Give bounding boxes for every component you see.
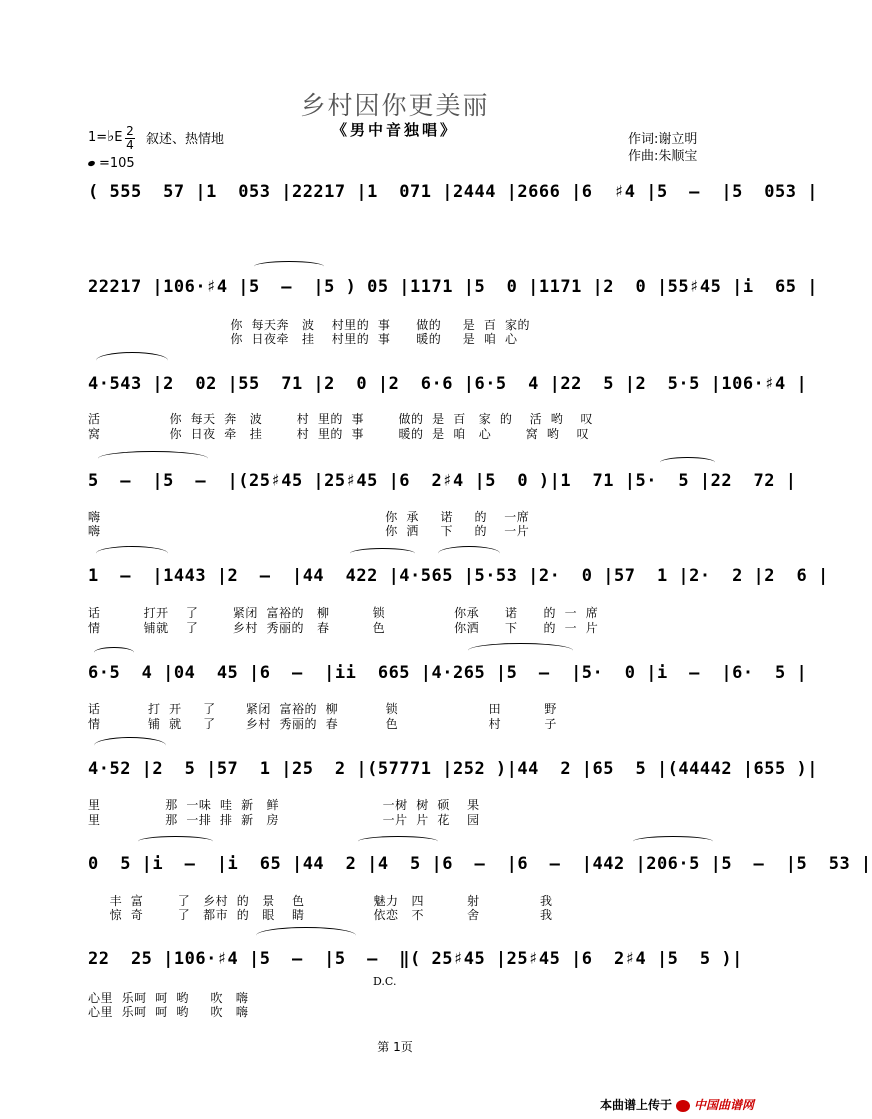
- score-row-3: [88, 366, 808, 402]
- upload-footer: [600, 1096, 754, 1113]
- lyric-verse-2: 你 日夜牵 挂 村里的 事 暖的 是 咱 心: [88, 332, 518, 346]
- lyric-verse-2: 窝 你 日夜 牵 挂 村 里的 事 暖的 是 咱 心 窝 哟 叹: [88, 427, 590, 441]
- lyric-verse-1: 话 打 开 了 紧闭 富裕的 柳 锁 田 野: [88, 702, 557, 716]
- tempo-value: =105: [99, 156, 135, 171]
- score-row-2: [88, 269, 818, 305]
- meter-bottom: 4: [126, 138, 134, 152]
- expression-mark: 叙述、热情地: [146, 132, 225, 147]
- lyric-verse-1: 话 打开 了 紧闭 富裕的 柳 锁 你承 诺 的 一 席: [88, 606, 599, 620]
- lyric-verse-1: 心里 乐呵 呵 哟 吹 嗨: [88, 991, 249, 1005]
- lyric-verse-1: 你 每天奔 波 村里的 事 做的 是 百 家的: [88, 318, 531, 332]
- notation-line: 1 — |1443 |2 — |44 422 |4·565 |5·53 |2· 0 |57 1 |2· 2 |2 6 |: [88, 566, 829, 586]
- meter-top: 2: [126, 124, 134, 138]
- notation-line: 22217 |106·♯4 |5 — |5 ) 05 |1171 |5 0 |1171 |2 0 |55♯45 |i 65 |: [88, 277, 818, 297]
- key-signature: [88, 127, 122, 145]
- lyric-verse-2: 情 铺 就 了 乡村 秀丽的 春 色 村 子: [88, 717, 557, 731]
- tempo-mark: [88, 156, 135, 171]
- page-number: 第 1页: [377, 1040, 413, 1054]
- site-logo-text: 中国曲谱网: [694, 1098, 755, 1112]
- score-row-5: [88, 558, 829, 594]
- lyricist-credit: 作词:谢立明: [628, 132, 698, 147]
- quarter-note-icon: [87, 160, 95, 167]
- lyric-verse-1: 丰 富 了 乡村 的 景 色 魅力 四 射 我: [88, 894, 553, 908]
- notation-line: 4·543 |2 02 |55 71 |2 0 |2 6·6 |6·5 4 |22 5 |2 5·5 |106·♯4 |: [88, 374, 808, 394]
- score-row-4: [88, 463, 797, 499]
- song-title: 乡村因你更美丽: [300, 91, 490, 120]
- lyric-verse-1: 活 你 每天 奔 波 村 里的 事 做的 是 百 家 的 活 哟 叹: [88, 412, 593, 426]
- key-letter: E: [114, 130, 123, 145]
- lyric-verse-1: 里 那 一味 哇 新 鲜 一树 树 硕 果: [88, 798, 480, 812]
- notation-line: 5 — |5 — |(25♯45 |25♯45 |6 2♯4 |5 0 )|1 71 |5· 5 |22 72 |: [88, 471, 797, 491]
- lyric-verse-2: 情 铺就 了 乡村 秀丽的 春 色 你洒 下 的 一 片: [88, 621, 599, 635]
- site-logo-icon: [676, 1100, 690, 1112]
- footer-text: 本曲谱上传于: [600, 1098, 673, 1112]
- da-capo-mark: D.C.: [373, 975, 397, 988]
- lyric-verse-2: 惊 奇 了 都市 的 眼 睛 依恋 不 舍 我: [88, 908, 553, 922]
- score-row-9: [88, 941, 743, 977]
- key-prefix: 1=: [88, 130, 108, 145]
- score-row-6: [88, 655, 808, 691]
- notation-line: ( 555 57 |1 053 |22217 |1 071 |2444 |2666 |6 ♯4 |5 — |5 053 |: [88, 182, 818, 202]
- score-row-7: [88, 751, 818, 787]
- score-row-8: [88, 846, 872, 882]
- lyric-verse-1: 嗨 你 承 诺 的 一席: [88, 510, 530, 524]
- time-signature: [125, 125, 135, 152]
- lyric-verse-2: 心里 乐呵 呵 哟 吹 嗨: [88, 1005, 249, 1019]
- lyric-verse-2: 里 那 一排 排 新 房 一片 片 花 园: [88, 813, 480, 827]
- score-row-1: [88, 174, 818, 210]
- notation-line: 0 5 |i — |i 65 |44 2 |4 5 |6 — |6 — |442 |206·5 |5 — |5 53 |: [88, 854, 872, 874]
- composer-credit: 作曲:朱顺宝: [628, 149, 698, 164]
- notation-line: 22 25 |106·♯4 |5 — |5 — ‖( 25♯45 |25♯45 |6 2♯4 |5 5 )|: [88, 949, 743, 969]
- notation-line: 6·5 4 |04 45 |6 — |ii 665 |4·265 |5 — |5· 0 |i — |6· 5 |: [88, 663, 808, 683]
- song-subtitle: 《男中音独唱》: [331, 121, 458, 139]
- flat-icon: ♭: [107, 127, 115, 145]
- notation-line: 4·52 |2 5 |57 1 |25 2 |(57771 |252 )|44 2 |65 5 |(44442 |655 )|: [88, 759, 818, 779]
- lyric-verse-2: 嗨 你 洒 下 的 一片: [88, 524, 530, 538]
